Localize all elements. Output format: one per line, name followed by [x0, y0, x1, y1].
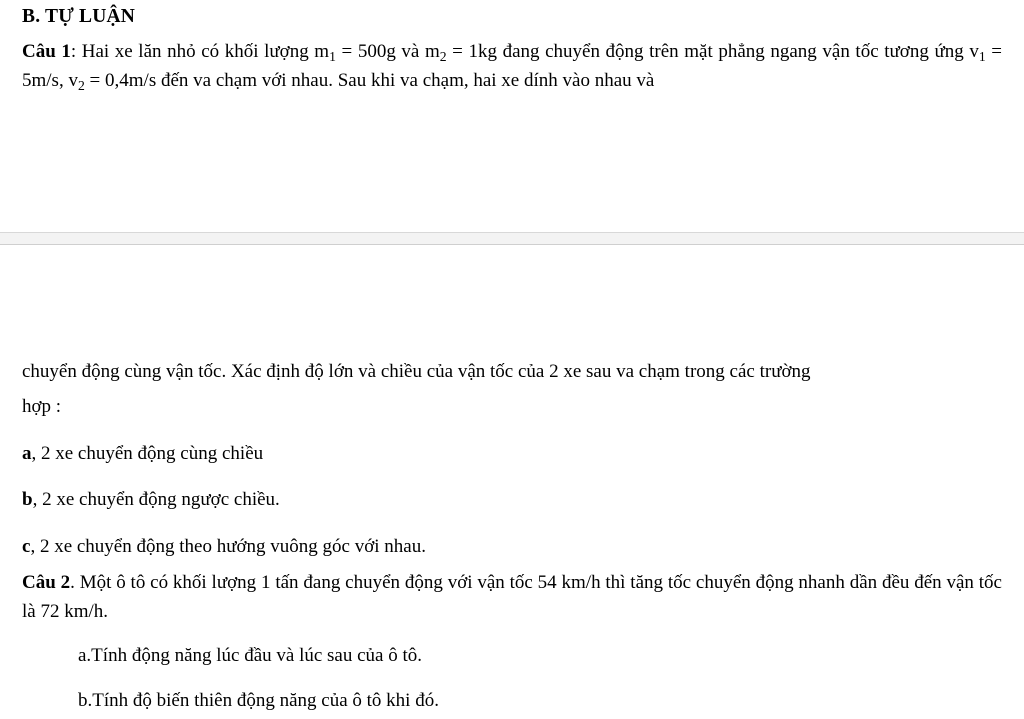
question-1-sub-v1: 1	[978, 48, 986, 64]
list-item-text-b: , 2 xe chuyển động ngược chiều.	[32, 489, 280, 511]
question-1-sub-m2: 2	[439, 48, 447, 64]
list-item-label-b: b	[22, 489, 33, 511]
question-2-paragraph	[22, 569, 1002, 626]
question-1-label: Câu 1	[22, 41, 71, 62]
scan-seam-divider	[0, 232, 1024, 246]
question-1-text-part4: = 5m/s, v	[22, 41, 1002, 91]
question-1-continuation: chuyển động cùng vận tốc. Xác định độ lớn và chiều của vận tốc của 2 xe sau va chạm trong các trường	[22, 361, 811, 382]
question-1-text-part2: = 500g và m	[335, 41, 440, 62]
question-2-sub-item-a: a.Tính động năng lúc đầu và lúc sau của ô tô.	[78, 645, 423, 667]
list-item-label-a: a	[22, 442, 32, 464]
question-2-text: . Một ô tô có khối lượng 1 tấn đang chuyển động với vận tốc 54 km/h thì tăng tốc chuyển động nhanh dần đều đến vận tốc là 72 km/h.	[22, 572, 1002, 622]
question-1-continuation-2: hợp :	[22, 395, 62, 417]
document-top-block	[0, 0, 1024, 96]
list-item	[22, 440, 1002, 469]
question-1-text-part1: : Hai xe lăn nhỏ có khối lượng m	[70, 41, 330, 62]
section-heading: B. TỰ LUẬN	[22, 6, 136, 27]
question-1-text-part3: = 1kg đang chuyển động trên mặt phẳng ngang vận tốc tương ứng v	[446, 41, 979, 62]
seam-line-bottom	[0, 244, 1024, 245]
question-2-label: Câu 2	[22, 572, 71, 594]
question-1-sub-m1: 1	[329, 48, 336, 64]
question-1-paragraph	[22, 38, 1002, 96]
list-item-text-a: , 2 xe chuyển động cùng chiều	[31, 442, 264, 464]
list-item-label-c: c	[22, 535, 31, 557]
document-bottom-block	[0, 358, 1024, 715]
list-item	[22, 486, 1002, 515]
question-1-sub-v2: 2	[77, 77, 85, 93]
list-item-text-c: , 2 xe chuyển động theo hướng vuông góc với nhau.	[30, 535, 426, 557]
question-1-text-part5: = 0,4m/s đến va chạm với nhau. Sau khi va chạm, hai xe dính vào nhau và	[84, 69, 655, 91]
question-2-sub-item-b: b.Tính độ biến thiên động năng của ô tô khi đó.	[78, 689, 439, 711]
seam-gap	[0, 233, 1024, 244]
list-item	[22, 533, 1002, 562]
